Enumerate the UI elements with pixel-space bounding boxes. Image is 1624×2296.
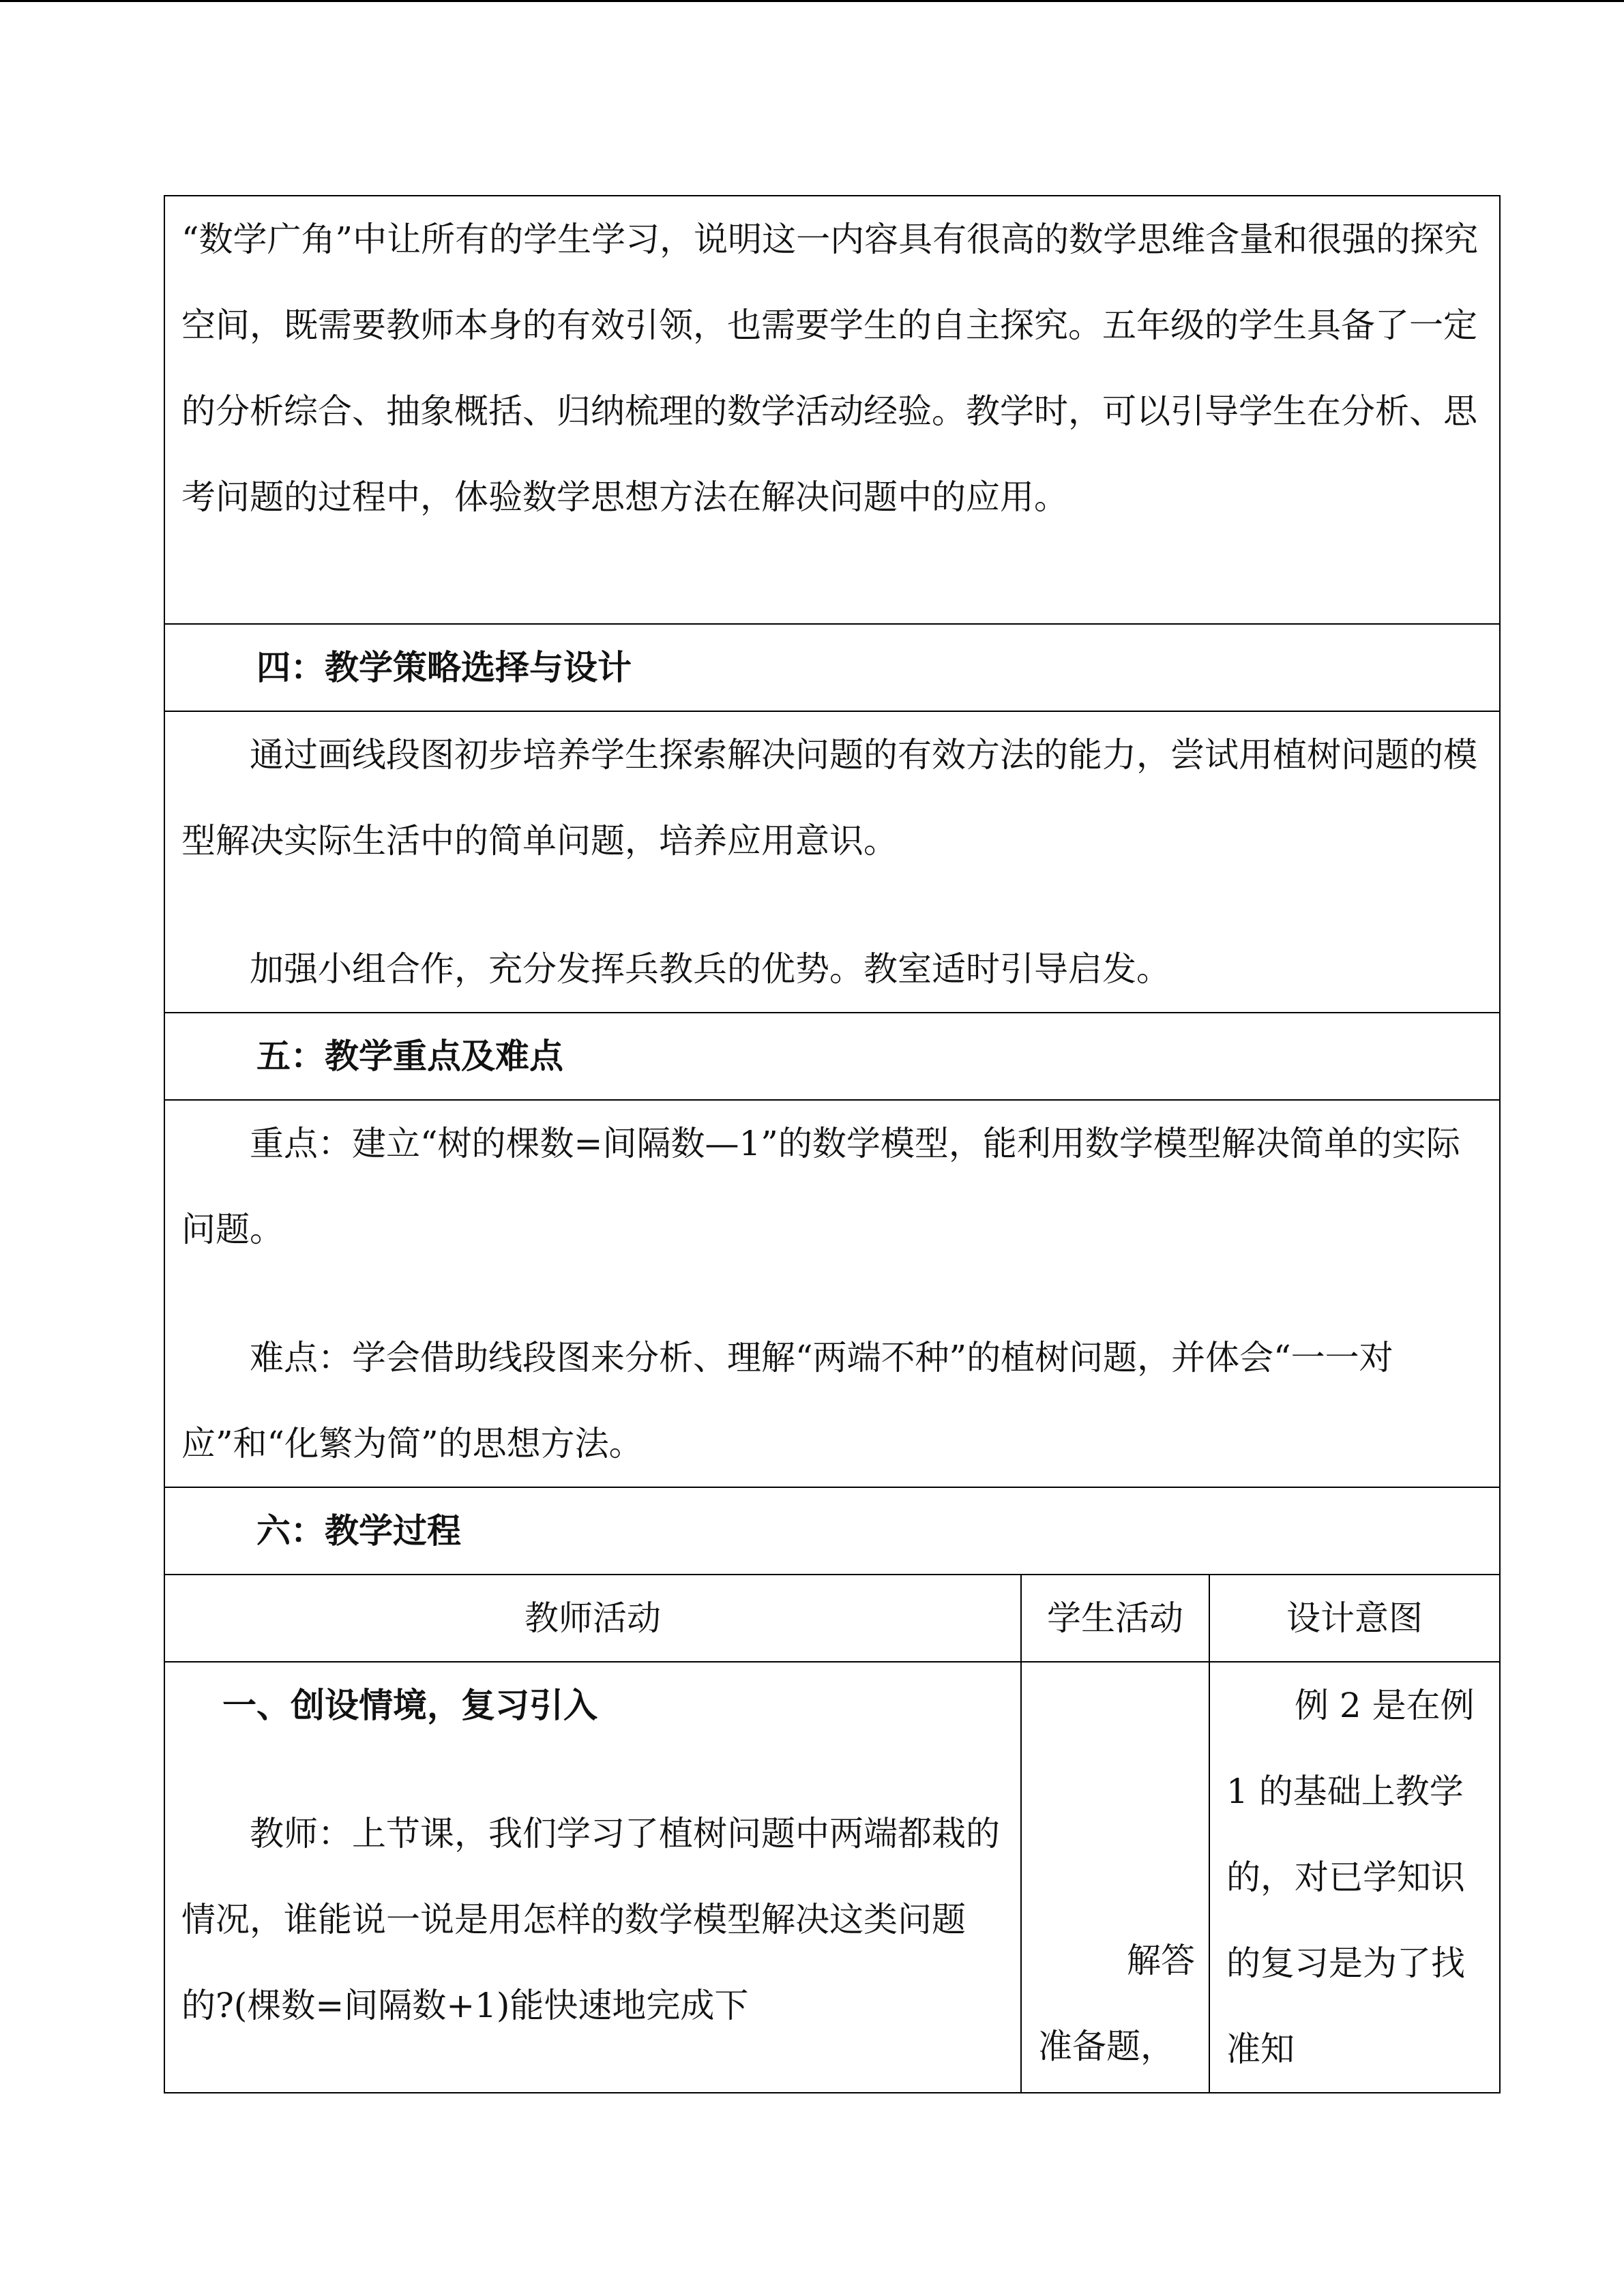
teacher-activity-cell [164,1662,1021,2093]
learner-analysis-cell [164,196,1500,624]
lesson-plan-table [164,195,1501,2093]
strategy-heading-row [164,624,1500,711]
teacher-activity-text: 教师：上节课，我们学习了植树问题中两端都栽的情况，谁能说一说是用怎样的数学模型解决这类问题的?(棵数=间隔数+1)能快速地完成下 [181,1814,1000,2025]
step-title: 一、创设情境，复习引入 [222,1686,597,1725]
page-top-rule [0,0,1624,2]
design-intent-header: 设计意图 [1209,1575,1500,1662]
key-points-heading-row [164,1013,1500,1100]
key-points-cell [164,1100,1500,1487]
student-activity-cell [1021,1662,1209,2093]
strategy-cell [164,711,1500,1013]
student-activity-text [1038,1918,1198,2089]
learner-analysis-paragraph: “数学广角”中让所有的学生学习，说明这一内容具有很高的数学思维含量和很强的探究空间，既需要教师本身的有效引领，也需要学生的自主探究。五年级的学生具备了一定的分析综合、抽象概括、归纳梳理的数学活动经验。教学时，可以引导学生在分析、思考问题的过程中，体验数学思想方法在解决问题中的应用。 [181,220,1479,517]
strategy-paragraph-1: 通过画线段图初步培养学生探索解决问题的有效方法的能力，尝试用植树问题的模型解决实际生活中的简单问题，培养应用意识。 [181,735,1477,861]
strategy-row [164,711,1500,1013]
learner-analysis-row [164,196,1500,624]
process-heading: 六：教学过程 [164,1487,1500,1575]
design-intent-cell [1209,1662,1500,2093]
key-point-paragraph: 重点：建立“树的棵数=间隔数—1”的数学模型，能利用数学模型解决简单的实际问题。 [181,1124,1460,1249]
process-step-row [164,1662,1500,2093]
student-activity-line-1: 解答 [1127,1941,1195,1980]
process-column-header-row [164,1575,1500,1662]
process-heading-row [164,1487,1500,1575]
design-intent-text: 例 2 是在例 1 的基础上教学的，对已学知识的复习是为了找准知 [1226,1686,1475,2069]
student-activity-line-2: 准备题， [1038,2027,1175,2066]
key-points-heading: 五：教学重点及难点 [164,1013,1500,1100]
difficult-point-paragraph: 难点：学会借助线段图来分析、理解“两端不种”的植树问题，并体会“一一对应”和“化繁为简”的思想方法。 [181,1338,1393,1463]
teacher-activity-header: 教师活动 [164,1575,1021,1662]
student-activity-header: 学生活动 [1021,1575,1209,1662]
key-points-row [164,1100,1500,1487]
strategy-paragraph-2: 加强小组合作，充分发挥兵教兵的优势。教室适时引导启发。 [250,949,1170,989]
strategy-heading: 四：教学策略选择与设计 [164,624,1500,711]
